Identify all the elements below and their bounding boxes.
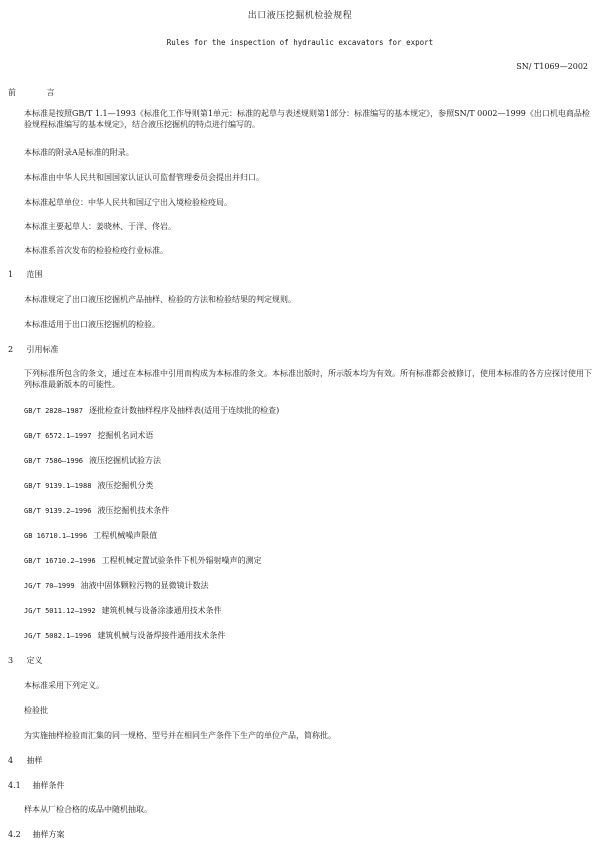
reference-name: 挖掘机名词术语 (97, 431, 154, 440)
reference-code: GB/T 6572.1—1997 (24, 432, 92, 440)
reference-code: GB/T 16710.2—1996 (24, 557, 96, 565)
reference-item (24, 555, 262, 567)
section-2-heading (8, 344, 59, 355)
reference-name: 建筑机械与设备涂漆通用技术条件 (101, 606, 222, 615)
reference-item (24, 455, 161, 467)
preface-paragraph-6: 本标准系首次发布的检验检疫行业标准。 (24, 246, 168, 255)
preface-heading: 前 言 (8, 88, 69, 97)
document-title-cn: 出口液压挖掘机检验规程 (247, 11, 353, 21)
section-2-number: 2 (8, 345, 14, 354)
section-1-paragraph-2: 本标准适用于出口液压挖掘机的检验。 (24, 320, 160, 329)
subsection-4-1-number: 4.1 (8, 781, 21, 790)
preface-paragraph-2: 本标准的附录A是标准的附录。 (24, 148, 134, 157)
reference-code: GB 16710.1—1996 (24, 532, 88, 540)
section-4-number: 4 (8, 756, 14, 765)
section-2-intro: 下列标准所包含的条文，通过在本标准中引用而构成为本标准的条文。本标准出版时，所示版本均为有效。所有标准都会被修订，使用本标准的各方应探讨使用下列标准最新版本的可能性。 (24, 369, 592, 389)
reference-code: JG/T 70—1999 (24, 582, 75, 590)
term-heading: 检验批 (24, 706, 48, 715)
reference-code: GB/T 9139.2—1996 (24, 507, 92, 515)
standard-code: SN/ T1069—2002 (516, 62, 588, 71)
preface-paragraph-3: 本标准由中华人民共和国国家认证认可监督管理委员会提出并归口。 (24, 173, 264, 182)
reference-item (24, 430, 153, 442)
document-title-en: Rules for the inspection of hydraulic excavators for export (166, 38, 434, 47)
section-4-heading (8, 755, 43, 766)
reference-item (24, 480, 153, 492)
section-3-title: 定义 (26, 656, 43, 665)
section-4-title: 抽样 (26, 756, 43, 765)
reference-name: 液压挖掘机技术条件 (97, 506, 170, 515)
subsection-4-1-heading (8, 780, 65, 791)
reference-code: JG/T 5082.1—1996 (24, 632, 92, 640)
reference-name: 液压挖掘机分类 (97, 481, 154, 490)
preface-paragraph-1: 本标准是按照GB/T 1.1—1993《标准化工作导则第1单元：标准的起草与表述规则第1部分：标准编写的基本规定》，参照SN/T 0002—1999《出口机电商品检验规程标准编写的基本规定》，结合液压挖掘机的特点进行编写的。 (24, 109, 590, 129)
reference-code: GB/T 2828—1987 (24, 407, 84, 415)
subsection-4-2-title: 抽样方案 (32, 830, 65, 839)
subsection-4-2-number: 4.2 (8, 830, 21, 839)
reference-item (24, 605, 222, 617)
section-1-number: 1 (8, 270, 14, 279)
reference-item (24, 630, 225, 642)
reference-name: 建筑机械与设备焊接件通用技术条件 (97, 631, 226, 640)
reference-item (24, 505, 169, 517)
reference-item (24, 530, 157, 542)
preface-paragraph-5: 本标准主要起草人：姜晓林、于洋、佟岩。 (24, 222, 176, 231)
reference-item (24, 405, 279, 417)
reference-name: 液压挖掘机试验方法 (89, 456, 162, 465)
reference-name: 油液中固体颗粒污物的显微镜计数法 (80, 581, 209, 590)
subsection-4-1-title: 抽样条件 (32, 781, 65, 790)
section-3-heading (8, 655, 43, 666)
section-1-heading (8, 269, 43, 280)
section-3-number: 3 (8, 656, 14, 665)
reference-code: JG/T 5011.12—1992 (24, 607, 96, 615)
section-2-title: 引用标准 (26, 345, 59, 354)
section-1-paragraph-1: 本标准规定了出口液压挖掘机产品抽样、检验的方法和检验结果的判定规则。 (24, 295, 296, 304)
reference-code: GB/T 9139.1—1988 (24, 482, 92, 490)
reference-name: 工程机械噪声限值 (93, 531, 158, 540)
section-1-title: 范围 (26, 270, 43, 279)
reference-code: GB/T 7586—1996 (24, 457, 84, 465)
reference-item (24, 580, 209, 592)
section-3-paragraph: 本标准采用下列定义。 (24, 681, 104, 690)
subsection-4-2-heading (8, 829, 65, 840)
subsection-4-1-paragraph: 样本从厂检合格的成品中随机抽取。 (24, 805, 152, 814)
reference-name: 逐批检查计数抽样程序及抽样表(适用于连续批的检查) (89, 406, 280, 415)
term-definition: 为实施抽样检验而汇集的同一规格、型号并在相同生产条件下生产的单位产品，简称批。 (24, 731, 336, 740)
reference-name: 工程机械定置试验条件下机外辐射噪声的测定 (101, 556, 262, 565)
preface-paragraph-4: 本标准起草单位：中华人民共和国辽宁出入境检验检疫局。 (24, 198, 232, 207)
